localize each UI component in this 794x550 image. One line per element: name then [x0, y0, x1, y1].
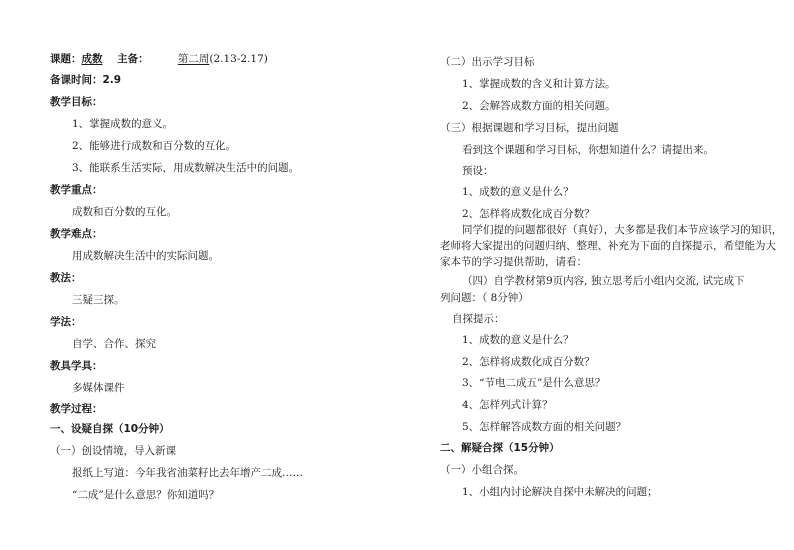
- course-name: 成数: [81, 53, 103, 65]
- difficulty-heading: 教学难点：: [50, 228, 103, 240]
- key-text: 成数和百分数的互化。: [72, 206, 177, 218]
- objective-item-2: 2、会解答成数方面的相关问题。: [462, 100, 616, 112]
- hints-label: 自探提示：: [452, 313, 505, 325]
- objective-item-1: 1、掌握成数的含义和计算方法。: [462, 78, 616, 90]
- group-heading: （一）小组合探。: [440, 464, 524, 476]
- sub4-line-1: （四）自学教材第9页内容, 独立思考后小组内交流, 试完成下: [462, 275, 745, 287]
- week-label: 第二周: [177, 53, 210, 65]
- intro-line-2: “二成”是什么意思？你知道吗？: [72, 489, 220, 501]
- prep-time: 备课时间：2.9: [50, 74, 122, 86]
- question-prompt: 看到这个课题和学习目标，你想知道什么？请提出来。: [462, 144, 714, 156]
- goals-heading: 教学目标：: [50, 96, 103, 108]
- teach-method-text: 三疑三探。: [72, 294, 125, 306]
- presets-label: 预设：: [462, 165, 494, 177]
- group-item-1: 1、小组内讨论解决自探中未解决的问题；: [462, 486, 658, 498]
- goal-item-2: 2、能够进行成数和百分数的互化。: [72, 140, 237, 152]
- goal-item-1: 1、掌握成数的意义。: [72, 118, 174, 130]
- hint-item-5: 5、怎样解答成数方面的相关问题？: [462, 421, 627, 433]
- tools-text: 多媒体课件: [72, 382, 125, 394]
- learn-method-text: 自学、合作、探究: [72, 338, 156, 350]
- preparer-label: 主备：: [117, 53, 149, 65]
- section2-heading: 二、解疑合探（15分钟）: [440, 442, 560, 454]
- learn-method-heading: 学法：: [50, 316, 82, 328]
- date-range: (2.13-2.17): [209, 53, 268, 65]
- difficulty-text: 用成数解决生活中的实际问题。: [72, 250, 219, 262]
- tools-heading: 教具学具：: [50, 360, 103, 372]
- hint-item-4: 4、怎样列式计算？: [462, 399, 553, 411]
- sub1-heading: （一）创设情境，导入新课: [50, 445, 176, 457]
- intro-line-1: 报纸上写道：今年我省油菜籽比去年增产二成……: [72, 467, 303, 479]
- section1-heading: 一、设疑自探（10分钟）: [50, 423, 170, 435]
- preset-item-1: 1、成数的意义是什么？: [462, 186, 574, 198]
- course-label: 课题：: [50, 53, 82, 65]
- sub4-line-2: 列问题：（ 8分钟）: [440, 292, 529, 304]
- preset-item-2: 2、怎样将成数化成百分数？: [462, 208, 595, 220]
- right-column: [410, 0, 794, 550]
- hint-item-1: 1、成数的意义是什么？: [462, 334, 574, 346]
- hint-item-2: 2、怎样将成数化成百分数？: [462, 356, 595, 368]
- process-heading: 教学过程：: [50, 403, 103, 415]
- lesson-header: [50, 52, 268, 66]
- key-heading: 教学重点：: [50, 184, 103, 196]
- sub2-heading: （二）出示学习目标: [440, 56, 535, 68]
- teach-method-heading: 教法：: [50, 272, 82, 284]
- goal-item-3: 3、能联系生活实际，用成数解决生活中的问题。: [72, 162, 300, 174]
- sub3-heading: （三）根据课题和学习目标，提出问题: [440, 122, 619, 134]
- hint-item-3: 3、“节电二成五”是什么意思？: [462, 377, 606, 389]
- summary-paragraph: 同学们提的问题都很好（真好），大多都是我们本节应该学习的知识，老师将大家提出的问题归纳、整理、补充为下面的自探提示，希望能为大家本节的学习提供帮助，请看：: [440, 224, 783, 268]
